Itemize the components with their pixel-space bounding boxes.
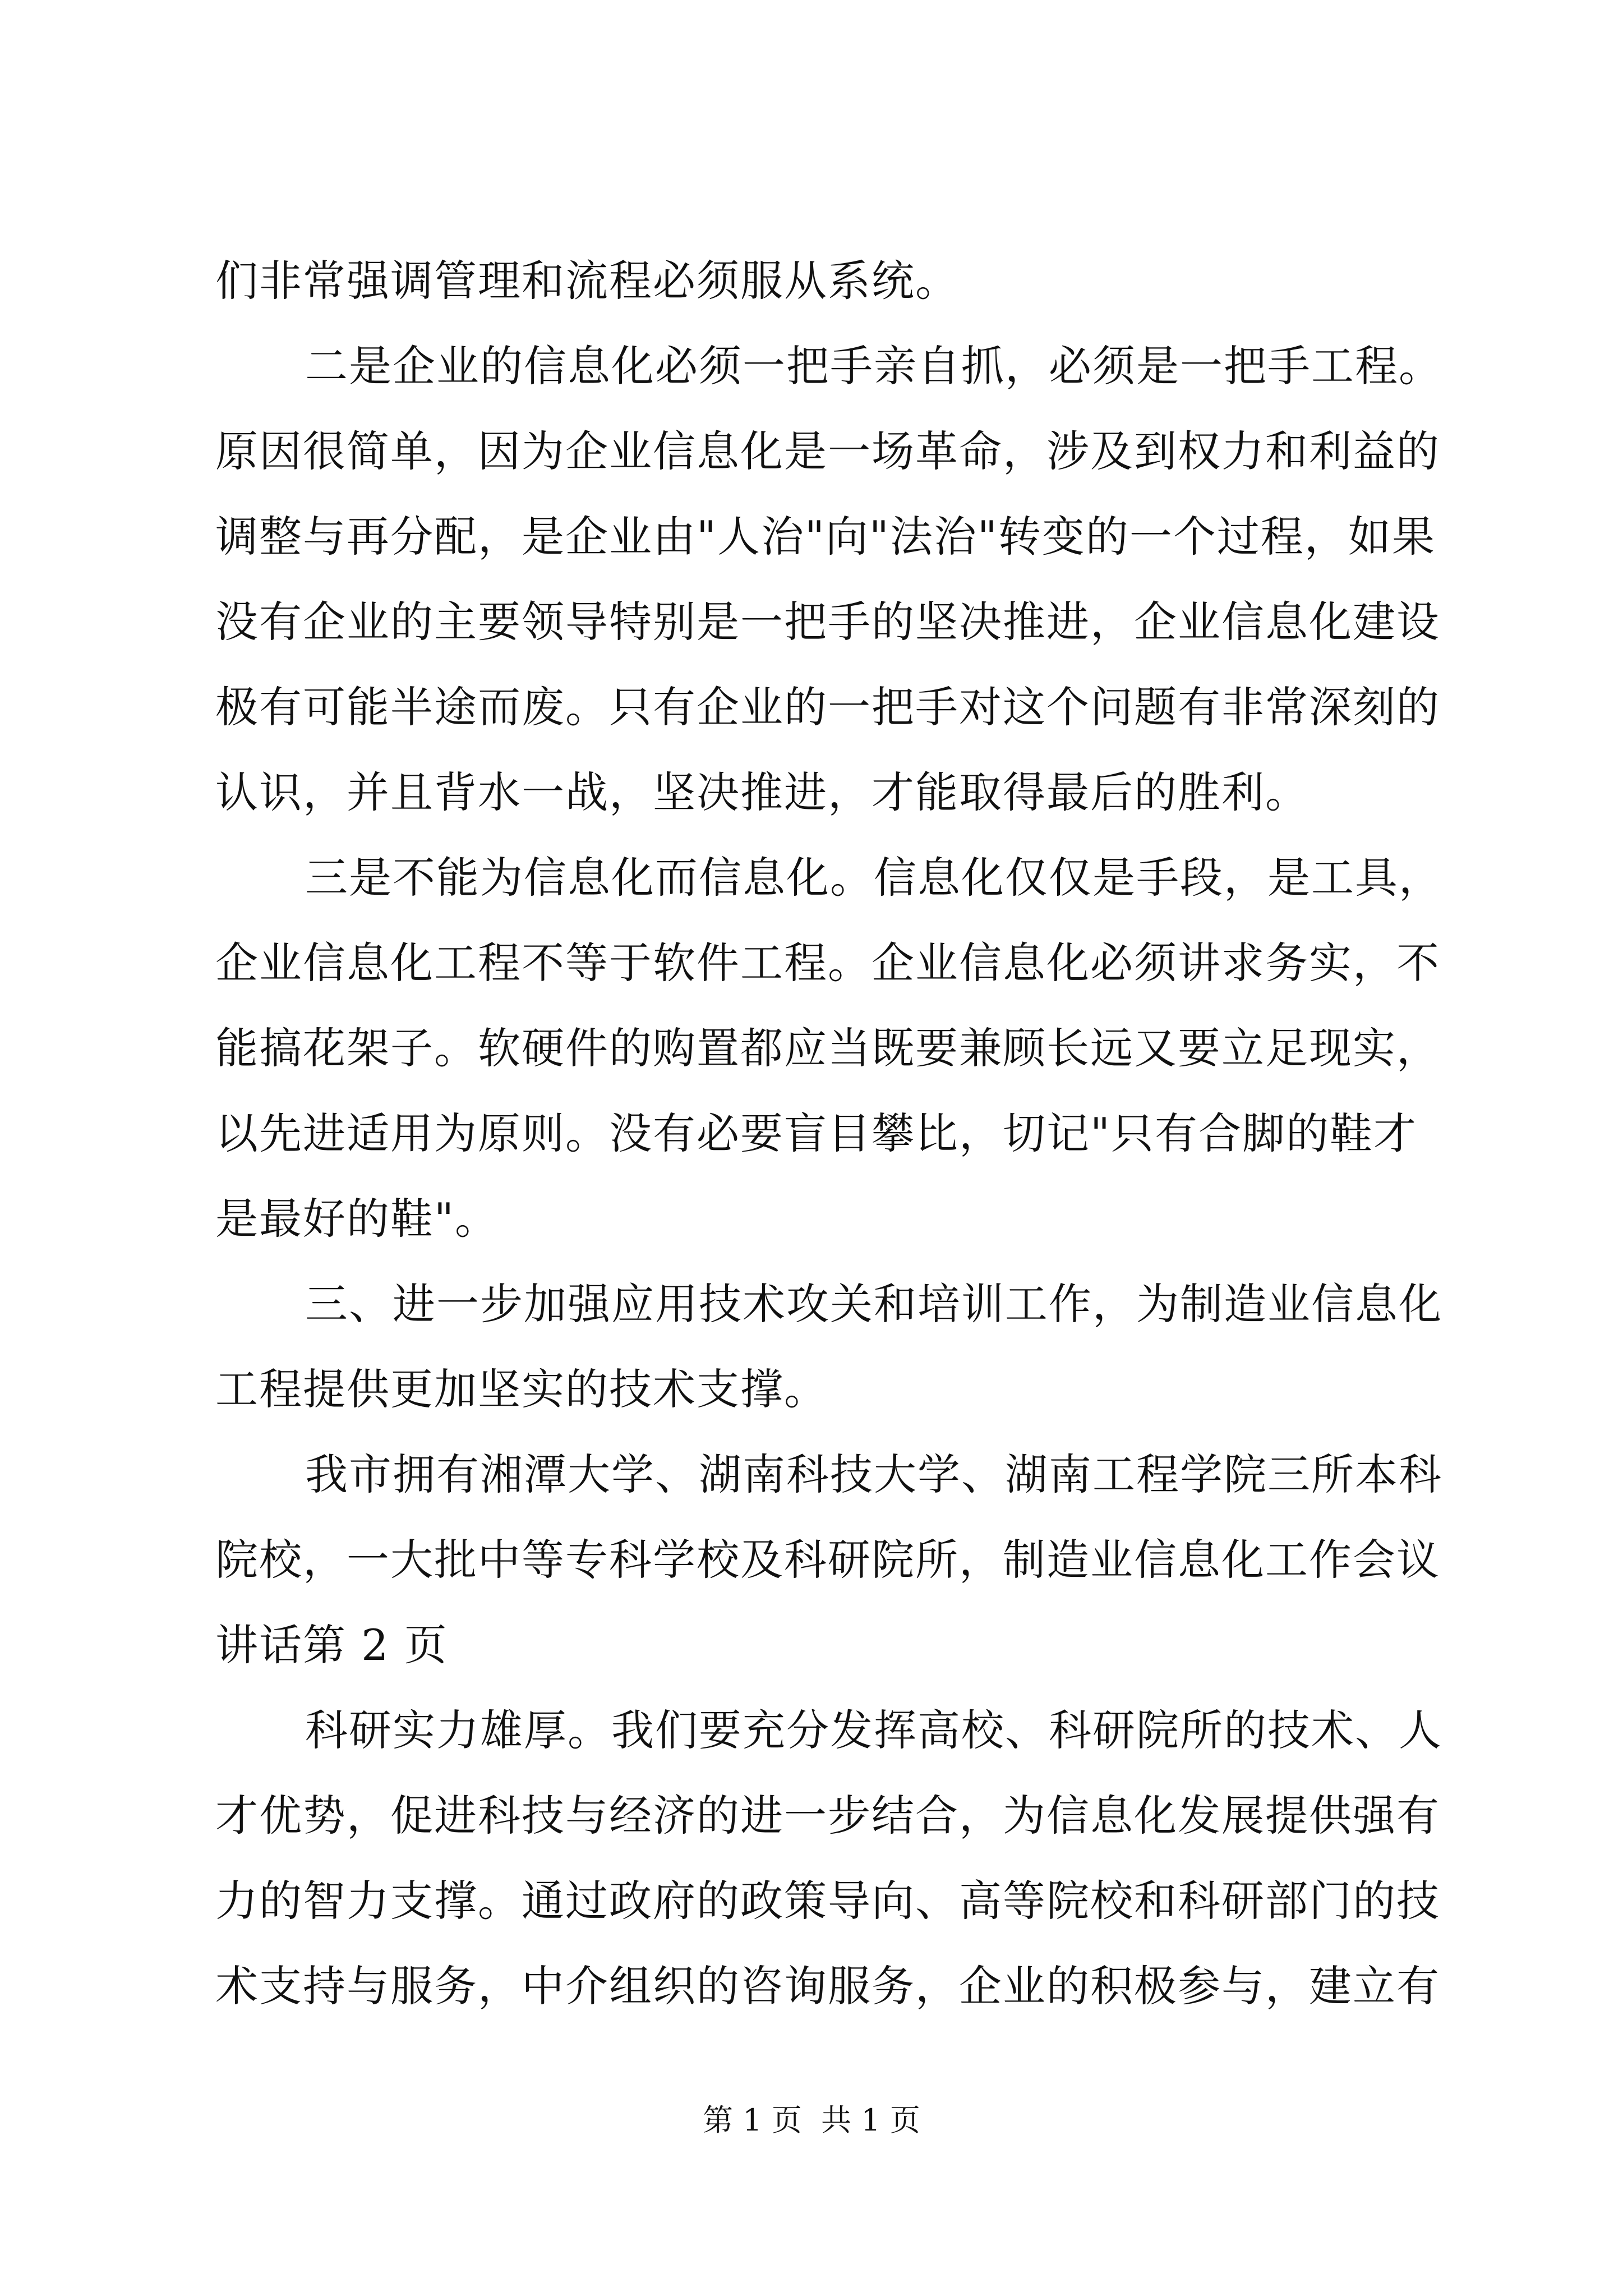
text-line: 们非常强调管理和流程必须服从系统。 [215,256,959,306]
text-line: 企业信息化工程不等于软件工程。企业信息化必须讲求务实，不 [215,938,1440,988]
text-line: 力的智力支撑。通过政府的政策导向、高等院校和科研部门的技 [215,1876,1440,1926]
text-line: 术支持与服务，中介组织的咨询服务，企业的积极参与，建立有 [215,1961,1440,2011]
section-heading-continued: 工程提供更加坚实的技术支撑。 [215,1364,828,1414]
document-body [215,238,1442,2029]
text-line: 能搞花架子。软硬件的购置都应当既要兼顾长远又要立足现实， [215,1023,1440,1073]
text-line: 科研实力雄厚。我们要充分发挥高校、科研院所的技术、人 [305,1705,1442,1755]
text-line: 讲话第 2 页 [215,1620,448,1670]
text-line: 调整与再分配，是企业由"人治"向"法治"转变的一个过程，如果 [215,512,1436,562]
text-line: 我市拥有湘潭大学、湖南科技大学、湖南工程学院三所本科 [305,1450,1442,1499]
text-line: 认识，并且背水一战，坚决推进，才能取得最后的胜利。 [215,767,1309,817]
text-line: 三是不能为信息化而信息化。信息化仅仅是手段，是工具， [305,853,1442,903]
text-line: 二是企业的信息化必须一把手亲自抓，必须是一把手工程。 [305,341,1442,391]
text-line: 以先进适用为原则。没有必要盲目攀比，切记"只有合脚的鞋才 [215,1108,1417,1158]
section-heading: 三、进一步加强应用技术攻关和培训工作，为制造业信息化 [305,1279,1442,1329]
text-line: 原因很简单，因为企业信息化是一场革命，涉及到权力和利益的 [215,426,1440,476]
text-line: 是最好的鞋"。 [215,1194,499,1244]
text-line: 才优势，促进科技与经济的进一步结合，为信息化发展提供强有 [215,1791,1440,1841]
text-line: 极有可能半途而废。只有企业的一把手对这个问题有非常深刻的 [215,682,1440,732]
page-footer: 第 1 页 共 1 页 [703,2102,920,2138]
text-line: 院校，一大批中等专科学校及科研院所，制造业信息化工作会议 [215,1535,1440,1585]
text-line: 没有企业的主要领导特别是一把手的坚决推进，企业信息化建设 [215,597,1440,647]
